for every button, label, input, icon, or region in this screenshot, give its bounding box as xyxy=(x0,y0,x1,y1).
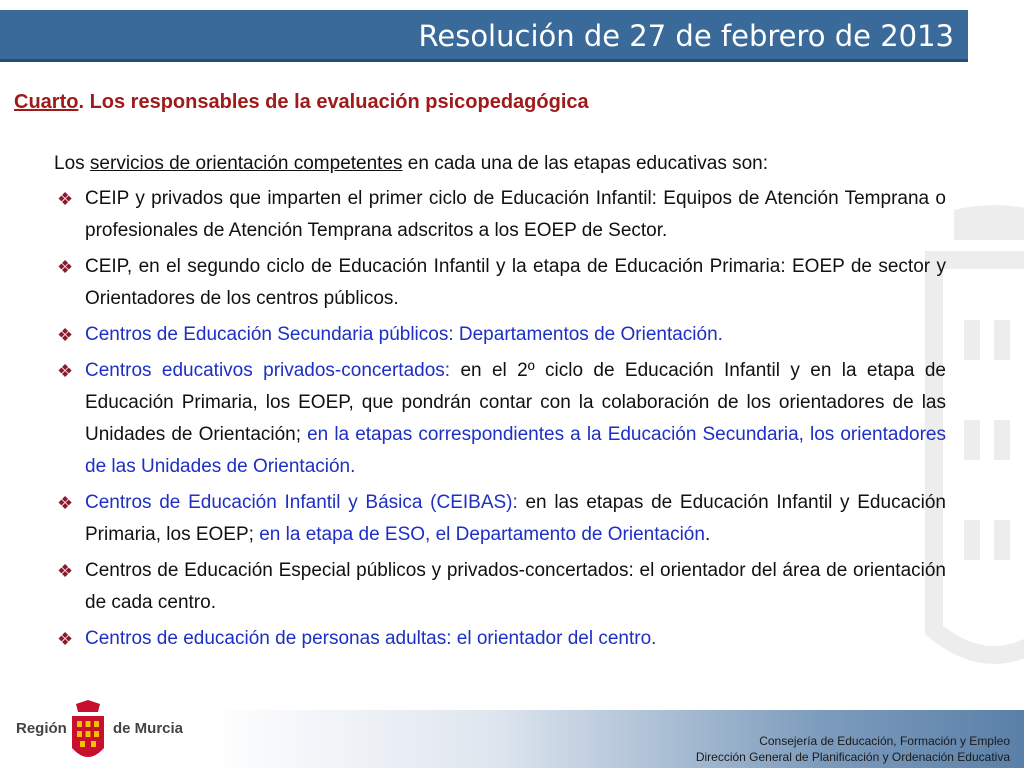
list-item xyxy=(54,623,946,655)
list-item-text: Centros de Educación Especial públicos y privados-concertados: el orientador del área de orientación de cada centro. xyxy=(85,560,946,613)
intro-underlined: servicios de orientación competentes xyxy=(89,153,403,174)
list-item-text: en la etapa de ESO, el Departamento de Orientación xyxy=(253,524,705,545)
services-list xyxy=(54,183,946,655)
list-item-text: en las etapas de Educación Infantil y Educación Primaria, los EOEP; xyxy=(85,492,946,545)
footer-band xyxy=(205,710,1024,768)
logo-text-murcia: de Murcia xyxy=(113,720,184,737)
list-item-text: en la etapas correspondientes a la Educación Secundaria, los orientadores de las Unidades de Orientación. xyxy=(85,424,946,477)
list-item-text: Centros de educación de personas adultas: el orientador del centro. xyxy=(85,628,657,649)
intro-suffix: en cada una de las etapas educativas son: xyxy=(402,153,769,174)
title-bar xyxy=(0,10,968,62)
list-item-text: CEIP, en el segundo ciclo de Educación Infantil y la etapa de Educación Primaria: EOEP de sector y Orientadores de los centros públicos. xyxy=(85,256,946,309)
bullet-diamond-icon: ❖ xyxy=(57,325,74,345)
logo-text-region: Región xyxy=(16,720,67,737)
footer xyxy=(0,700,1024,768)
list-item-text: en el 2º ciclo de Educación Infantil y en la etapa de Educación Primaria, los EOEP, que pondrán contar con la colaboración de los orientadores de las Unidades de Orientación; xyxy=(85,360,946,445)
bullet-diamond-icon: ❖ xyxy=(57,361,74,381)
list-item-text: Centros de Educación Secundaria públicos: Departamentos de Orientación. xyxy=(85,324,723,345)
bullet-diamond-icon: ❖ xyxy=(57,257,74,277)
list-item xyxy=(54,183,946,247)
intro-text xyxy=(54,148,946,180)
list-item-text: CEIP y privados que imparten el primer ciclo de Educación Infantil: Equipos de Atención Temprana o profesionales de Atención Temprana adscritos a los EOEP de Sector. xyxy=(85,188,946,241)
list-item xyxy=(54,355,946,483)
bullet-diamond-icon: ❖ xyxy=(57,189,74,209)
section-heading xyxy=(14,91,589,114)
section-heading-text: . Los responsables de la evaluación psicopedagógica xyxy=(78,91,589,113)
section-heading-label: Cuarto xyxy=(14,91,79,113)
list-item-text: Centros educativos privados-concertados: xyxy=(85,360,451,381)
list-item-text: . xyxy=(704,524,711,545)
list-item xyxy=(54,487,946,551)
slide-body xyxy=(54,148,946,659)
list-item xyxy=(54,319,946,351)
list-item-text: Centros de Educación Infantil y Básica (CEIBAS): xyxy=(85,492,518,513)
footer-department: Consejería de Educación, Formación y Empleo xyxy=(759,734,1010,748)
region-shield-icon xyxy=(68,700,108,766)
footer-directorate: Dirección General de Planificación y Ordenación Educativa xyxy=(695,750,1010,764)
bullet-diamond-icon: ❖ xyxy=(57,561,74,581)
list-item xyxy=(54,251,946,315)
bullet-diamond-icon: ❖ xyxy=(57,629,74,649)
bullet-diamond-icon: ❖ xyxy=(57,493,74,513)
slide-title: Resolución de 27 de febrero de 2013 xyxy=(418,19,954,53)
intro-prefix: Los xyxy=(54,153,90,174)
list-item xyxy=(54,555,946,619)
